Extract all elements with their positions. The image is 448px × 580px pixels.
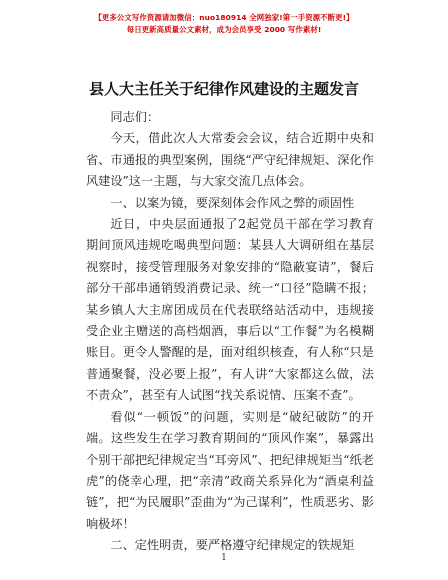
paragraph-analysis: 看似“一顿饭”的问题，实则是“破纪破防”的开端。这些发生在学习教育期间的“顶风作案”，暴露出个别干部把纪律规定当“耳旁风”、把纪律规矩当“纸老虎”的侥幸心理，把“亲清”政商关系异化为“酒桌利益链”，把“为民履职”歪曲为“为己谋利”，性质恶劣、影响极坏！: [86, 409, 374, 531]
promo-banner-line-1: 【更多公文写作资源请加微信：nuo180914 全网独家!第一手资源不断更!】: [94, 13, 354, 22]
salutation: 同志们：: [110, 110, 160, 124]
promo-banner-line-2: 每日更新高质量公文素材，成为会员享受 2000 写作素材!: [126, 25, 322, 34]
section-heading-2: 二、定性明责，要严格遵守纪律规定的铁规矩: [110, 538, 355, 553]
section-heading-1: 一、以案为镜，要深刻体会作风之弊的顽固性: [110, 195, 355, 210]
page-number: 1: [221, 553, 227, 563]
document-title: 县人大主任关于纪律作风建设的主题发言: [88, 80, 359, 98]
paragraph-case-report: 近日，中央层面通报了2起党员干部在学习教育期间顶风违规吃喝典型问题：某县人大调研组在基层视察时，接受管理服务对象安排的“隐蔽宴请”，餐后部分干部串通销毁消费记录、统一“口径”隐瞒不报；某乡镇人大主席团成员在代表联络站活动中，违规接受企业主赠送的高档烟酒，事后以“工作餐”为名模糊账目。更令人警醒的是，面对组织核查，有人称“只是普通聚餐，没必要上报”，有人讲“大家都这么做，法不责众”，甚至有人试图“找关系说情、压案不查”。: [86, 217, 374, 403]
document-body: [86, 107, 374, 557]
paragraph-intro: 今天，借此次人大常委会会议，结合近期中央和省、市通报的典型案例，围绕“严守纪律规矩、深化作风建设”这一主题，与大家交流几点体会。: [86, 131, 374, 189]
